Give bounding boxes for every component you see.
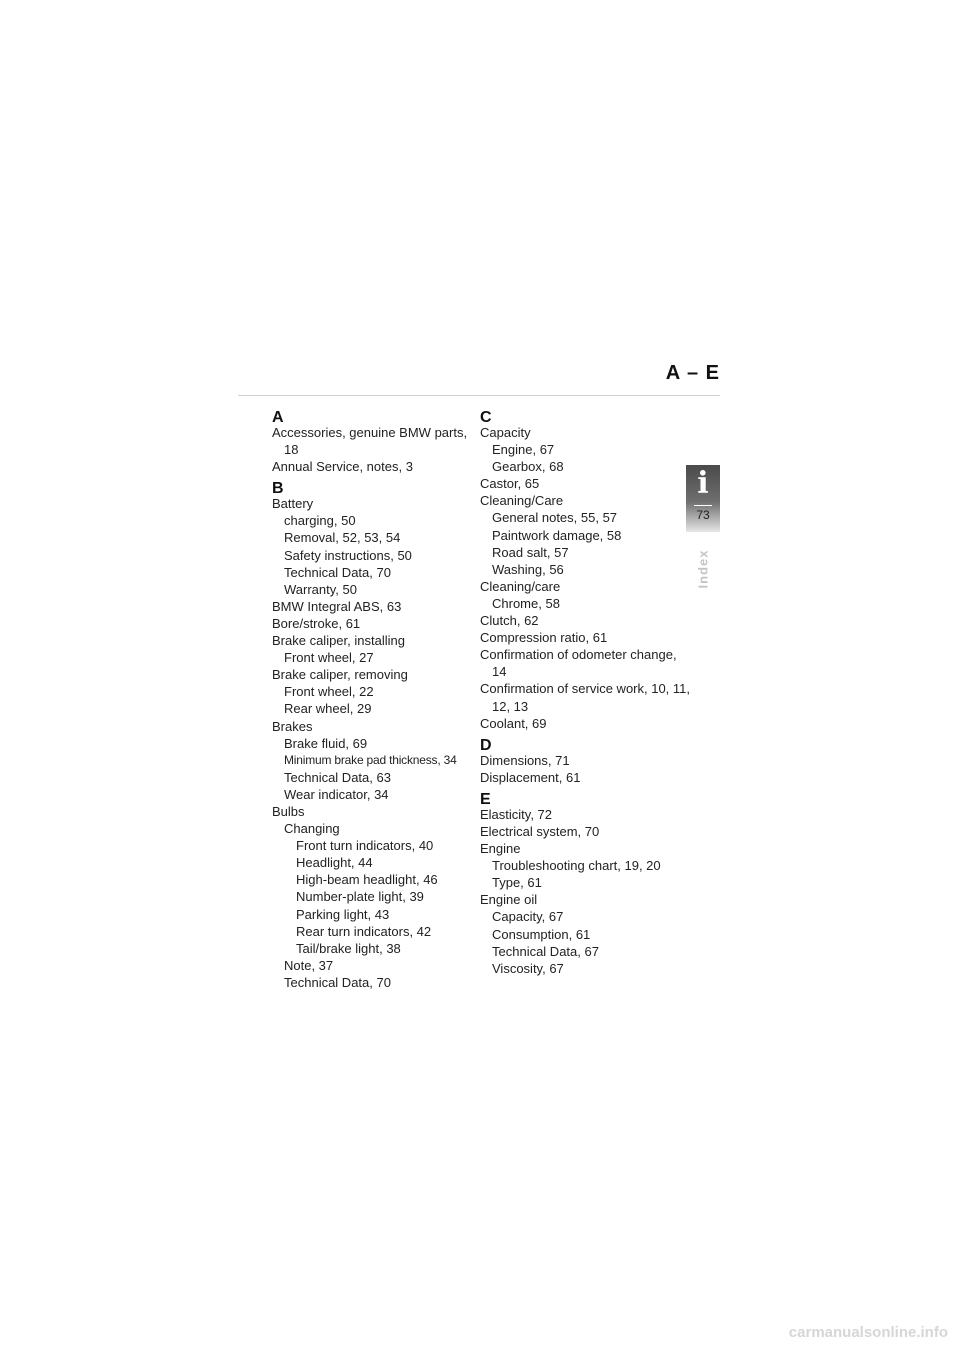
page-number: 73 xyxy=(696,508,710,522)
index-letter-heading: B xyxy=(272,480,284,498)
index-entry: Capacity xyxy=(480,425,531,440)
index-entry: Capacity, 67 xyxy=(492,909,564,925)
index-entry: Technical Data, 70 xyxy=(284,564,391,580)
index-group xyxy=(480,790,690,977)
index-entry: charging, 50 xyxy=(284,513,356,529)
index-entry: Wear indicator, 34 xyxy=(284,786,389,802)
index-entry: Annual Service, notes, 3 xyxy=(272,459,413,475)
index-entry: Viscosity, 67 xyxy=(492,960,564,976)
section-tab xyxy=(686,465,720,532)
page-title: A – E xyxy=(665,362,720,384)
index-entry: Troubleshooting chart, 19, 20 xyxy=(492,858,661,874)
index-entry: Compression ratio, 61 xyxy=(480,630,608,646)
index-entry: Gearbox, 68 xyxy=(492,459,564,475)
index-entry: Electrical system, 70 xyxy=(480,823,600,839)
index-entry: Bore/stroke, 61 xyxy=(272,615,361,631)
index-group xyxy=(272,480,472,991)
heading-divider xyxy=(238,395,720,396)
index-entry: Coolant, 69 xyxy=(480,715,547,731)
index-group xyxy=(480,409,691,732)
index-letter-heading: D xyxy=(480,736,492,754)
index-column-left xyxy=(272,409,472,995)
info-icon: i xyxy=(697,466,709,501)
index-entry: Type, 61 xyxy=(492,875,542,891)
index-entry: Brake fluid, 69 xyxy=(284,735,368,751)
index-entry: Battery xyxy=(272,496,314,512)
index-entry: Elasticity, 72 xyxy=(480,806,553,822)
index-letter-heading: C xyxy=(480,409,492,426)
index-entry: Rear turn indicators, 42 xyxy=(296,923,432,939)
index-entry: Number-plate light, 39 xyxy=(296,889,424,905)
index-entry: Consumption, 61 xyxy=(492,926,591,942)
index-entry: Engine oil xyxy=(480,892,538,908)
index-entry: Washing, 56 xyxy=(492,561,564,577)
index-entry: Removal, 52, 53, 54 xyxy=(284,530,401,546)
index-entry: Castor, 65 xyxy=(480,476,540,492)
index-entry: BMW Integral ABS, 63 xyxy=(272,598,402,614)
index-entry: Rear wheel, 29 xyxy=(284,701,372,717)
index-entry: Chrome, 58 xyxy=(492,595,560,611)
index-entry: Changing xyxy=(284,821,340,837)
index-entry: Front turn indicators, 40 xyxy=(296,838,434,854)
index-entry: Clutch, 62 xyxy=(480,613,539,629)
index-entry: Cleaning/care xyxy=(480,578,561,594)
index-entry: Minimum brake pad thickness, 34 xyxy=(284,752,457,767)
index-entry: Engine, 67 xyxy=(492,442,555,458)
tab-divider xyxy=(694,505,712,506)
index-entry: Engine xyxy=(480,841,521,857)
index-entry: Parking light, 43 xyxy=(296,906,390,922)
index-letter-heading: E xyxy=(480,790,491,808)
index-entry: Technical Data, 70 xyxy=(284,974,391,990)
index-entry: Safety instructions, 50 xyxy=(284,547,412,563)
index-entry: Front wheel, 22 xyxy=(284,684,374,700)
index-entry: Headlight, 44 xyxy=(296,855,373,871)
index-entry: Paintwork damage, 58 xyxy=(492,527,622,543)
index-entry: Displacement, 61 xyxy=(480,769,581,785)
index-entry: Note, 37 xyxy=(284,957,334,973)
index-entry: Bulbs xyxy=(272,803,305,819)
index-entry: Cleaning/Care xyxy=(480,493,564,509)
index-entry: Dimensions, 71 xyxy=(480,752,570,768)
index-entry: Brakes xyxy=(272,718,313,734)
index-letter-heading: A xyxy=(272,409,284,426)
index-entry: Technical Data, 63 xyxy=(284,769,391,785)
index-entry: Brake caliper, installing xyxy=(272,633,405,649)
index-entry: Technical Data, 67 xyxy=(492,943,599,959)
index-entry: Accessories, genuine BMW parts, 18 xyxy=(272,425,468,458)
index-entry: Front wheel, 27 xyxy=(284,650,374,666)
index-column-right xyxy=(480,409,691,981)
index-entry: General notes, 55, 57 xyxy=(492,510,618,526)
index-entry: Brake caliper, removing xyxy=(272,667,408,683)
index-entry: Warranty, 50 xyxy=(284,581,357,597)
index-entry: High-beam headlight, 46 xyxy=(296,872,438,888)
section-label: Index xyxy=(695,549,711,589)
index-entry: Tail/brake light, 38 xyxy=(296,940,401,956)
watermark: carmanualsonline.info xyxy=(788,1324,948,1341)
index-group xyxy=(480,736,690,786)
index-group xyxy=(272,409,472,475)
index-entry: Confirmation of odometer change, 14 xyxy=(480,647,677,680)
index-entry: Road salt, 57 xyxy=(492,544,569,560)
index-entry: Confirmation of service work, 10, 11, 12, 13 xyxy=(480,681,691,714)
